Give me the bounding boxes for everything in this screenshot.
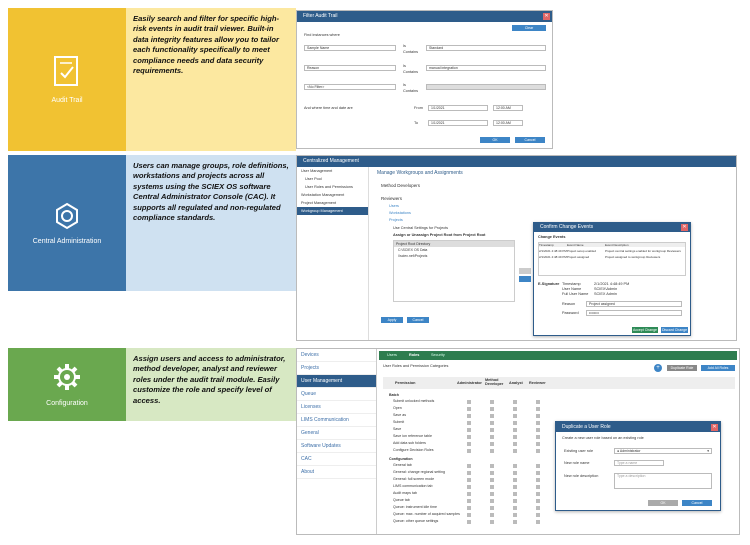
cancel-button[interactable]: Cancel [407,317,429,323]
col-timestamp: Timestamp [539,243,554,247]
apply-button[interactable]: Apply [381,317,403,323]
checkbox[interactable] [490,492,494,496]
checkbox[interactable] [467,506,471,510]
to-date-field[interactable]: 1/1/2021 [428,120,488,126]
permission-label: Audit maps tab [393,491,417,495]
tile-label: Central Administration [32,237,102,245]
checkbox[interactable] [467,520,471,524]
checkbox[interactable] [467,513,471,517]
central-admin-tile [8,155,126,291]
central-admin-gear-icon [53,202,81,230]
filter-value-2[interactable]: manual integration [426,65,546,71]
checkbox[interactable] [490,485,494,489]
events-table [538,242,686,276]
close-icon[interactable]: ✕ [682,224,687,230]
op-contains-2[interactable]: Contains [403,70,418,74]
cell: 2/1/2021 4:48:49 PM [539,255,567,259]
method-developers-group[interactable]: Method Developers [381,183,421,188]
checkbox[interactable] [536,485,540,489]
to-label: To [414,121,419,125]
checkbox[interactable] [467,442,471,446]
checkbox[interactable] [513,471,517,475]
checkbox[interactable] [490,435,494,439]
cam-nav [297,167,369,340]
accept-change-button[interactable]: Accept Change [633,328,657,332]
nav-item[interactable]: User Roles and Permissions [305,185,353,189]
list-header: Project Root Directory [394,241,514,247]
checkbox[interactable] [513,478,517,482]
checkbox[interactable] [490,414,494,418]
list-item[interactable]: \\sciex.net\Projects [398,254,428,258]
assign-label: Assign or Unassign Project Root from Project Root [393,233,486,237]
permission-checkboxes[interactable] [467,478,559,483]
op-is-2[interactable]: Is [403,64,406,68]
checkbox[interactable] [536,464,540,468]
checkbox[interactable] [467,435,471,439]
checkbox[interactable] [536,449,540,453]
checkbox[interactable] [536,400,540,404]
configuration-band [8,348,296,421]
permission-label: Submit unlocked methods [393,399,435,403]
cell: 2/1/2021 4:48:49 PM [539,249,567,253]
permission-label: Save ion reference table [393,434,432,438]
nav-item[interactable]: About [297,466,376,479]
col-reviewer: Reviewer [529,381,546,385]
section-description: Assign users and access to administrator, method developer, analyst and reviewer roles under the audit trail module. Easily customize the role and specify level of access. [133,354,286,405]
permission-checkboxes[interactable] [467,421,559,426]
central-management-window [296,155,737,341]
permission-checkboxes[interactable] [467,442,559,447]
nav-item[interactable]: General [297,427,376,440]
permission-checkboxes[interactable] [467,449,559,454]
nav-item[interactable]: LIMS Communication [297,414,376,427]
window-title: Filter Audit Trail ✕ [297,11,552,22]
find-label: Find instances where [304,33,340,37]
nav-item-selected[interactable]: User Management [297,375,376,388]
col-event-description: Event Description [605,243,629,247]
audit-trail-tile [8,8,126,151]
op-is-1[interactable]: Is [403,44,406,48]
nav-item[interactable]: Project Management [301,201,337,205]
checkbox[interactable] [467,400,471,404]
checkbox[interactable] [490,428,494,432]
nav-item[interactable]: User Management [301,169,333,173]
to-time-field[interactable]: 12:00 AM [493,120,523,126]
configuration-gear-icon [52,362,82,392]
reason-label: Reason [562,302,576,306]
ok-button[interactable]: OK [648,500,678,506]
checkbox[interactable] [513,506,517,510]
cell: Project setup enabled [567,249,597,253]
col-method-developer: Method Developer [485,378,504,386]
nav-item[interactable]: CAC [297,453,376,466]
permission-checkboxes[interactable] [467,400,559,405]
cell: Project assigned [567,255,590,259]
checkbox[interactable] [467,499,471,503]
section-title: User Roles and Permission Categories [383,364,449,368]
nav-item[interactable]: Queue [297,388,376,401]
checkbox[interactable] [490,400,494,404]
permission-label: Queue: max. number of acquired samples [393,512,460,516]
permission-label: Save [393,427,402,431]
op-contains-1[interactable]: Contains [403,50,418,54]
permission-label: General: change regional setting [393,470,445,474]
permission-label: General tab [393,463,412,467]
nav-item[interactable]: Software Updates [297,440,376,453]
checkbox[interactable] [513,520,517,524]
user-name-label: User Name [562,287,582,291]
new-role-name-input[interactable]: Type a name [614,460,664,466]
central-settings-checkbox[interactable]: Use Central Settings for Projects [393,226,449,230]
checkbox[interactable] [536,442,540,446]
col-analyst: Analyst [509,381,523,385]
checkbox[interactable] [467,471,471,475]
checkbox[interactable] [467,478,471,482]
checkbox[interactable] [536,407,540,411]
section-description: Users can manage groups, role definitions, workstations and projects across all systems using the SCIEX OS software Central Administrator Console (CAC). It supports all regulated and non-regulated compliance standards. [133,161,289,223]
permission-checkboxes[interactable] [467,520,559,525]
time-label: And where time and date are [304,106,353,110]
permission-checkboxes[interactable] [467,513,559,518]
filter-field-3[interactable]: <No Filter> [304,84,396,90]
full-name-value: SCIEX Admin [594,292,618,296]
nav-item[interactable]: Projects [297,362,376,375]
permission-checkboxes[interactable] [467,428,559,433]
permission-label: Configure Decision Rules [393,448,434,452]
checkbox[interactable] [467,449,471,453]
duplicate-role-button[interactable]: Duplicate Role [667,365,697,371]
checkbox[interactable] [536,428,540,432]
checkbox[interactable] [467,492,471,496]
checkbox[interactable] [536,414,540,418]
permission-label: LIMS communication tab [393,484,433,488]
dialog-title: Confirm Change Events ✕ [534,223,690,232]
tab-security[interactable]: Security [431,353,445,357]
move-left-button[interactable] [519,276,531,282]
table-row[interactable] [539,249,685,253]
permission-checkboxes[interactable] [467,435,559,440]
op-contains-3[interactable]: Contains [403,89,418,93]
filter-value-1[interactable]: Standard [426,45,546,51]
from-label: From [414,106,423,110]
checkbox[interactable] [467,485,471,489]
checkbox[interactable] [536,513,540,517]
checkbox[interactable] [490,520,494,524]
window-title: Centralized Management [297,156,736,167]
checkbox[interactable] [536,421,540,425]
permission-checkboxes[interactable] [467,485,559,490]
checkbox[interactable] [513,435,517,439]
group-batch[interactable]: Batch [389,393,399,397]
permission-checkboxes[interactable] [467,499,559,504]
checkbox[interactable] [490,478,494,482]
checkbox[interactable] [536,471,540,475]
password-label: Password [562,311,579,315]
checkbox[interactable] [490,499,494,503]
checkbox[interactable] [513,442,517,446]
duplicate-user-role-dialog [555,421,721,511]
checkbox[interactable] [536,492,540,496]
table-header [383,377,735,389]
checkbox[interactable] [513,499,517,503]
list-item[interactable]: C:\SCIEX OS Data [398,248,428,252]
checkbox[interactable] [513,400,517,404]
checkbox[interactable] [536,520,540,524]
permission-checkboxes[interactable] [467,414,559,419]
dialog-title: Duplicate a User Role ✕ [556,422,720,432]
group-configuration[interactable]: Configuration [389,457,413,461]
new-role-description-label: New role description [564,474,599,478]
checkbox[interactable] [490,449,494,453]
dialog-subtitle: Create a new user role based on an existing role [562,436,644,440]
cell: Project assigned to workgroup Reviewers [605,255,661,259]
checkbox[interactable] [536,478,540,482]
move-right-button[interactable] [519,268,531,274]
checkbox[interactable] [513,421,517,425]
nav-item[interactable]: User Pool [305,177,322,181]
cancel-button[interactable]: Cancel [515,137,545,143]
cell: Project central settings enabled for workgroup Reviewers [605,249,681,253]
add-icon[interactable]: + [654,364,662,372]
checkbox[interactable] [513,428,517,432]
checkbox[interactable] [490,464,494,468]
sub-users[interactable]: Users [389,204,399,208]
new-role-description-input[interactable]: Type a description [614,473,712,489]
audit-trail-band [8,8,296,151]
reason-field[interactable]: Project assigned [586,301,682,307]
esig-label: E-Signature [538,282,560,286]
existing-role-select[interactable]: ● Administrator ▾ [614,448,712,454]
permission-label: Queue: other queue settings [393,519,439,523]
audit-document-icon [53,55,81,89]
checkbox[interactable] [536,506,540,510]
checkbox[interactable] [467,407,471,411]
col-administrator: Administrator [457,381,482,385]
permission-label: Open [393,406,402,410]
person-icon: ● [617,449,620,453]
checkbox[interactable] [513,414,517,418]
permission-label: Submit [393,420,405,424]
cancel-button[interactable]: Cancel [682,500,712,506]
permission-checkboxes[interactable] [467,492,559,497]
from-time-field[interactable]: 12:00 AM [493,105,523,111]
checkbox[interactable] [490,442,494,446]
timestamp-value: 2/1/2021 4:48:49 PM [594,282,630,286]
permission-label: Save as [393,413,406,417]
checkbox[interactable] [513,485,517,489]
permission-checkboxes[interactable] [467,506,559,511]
checkbox[interactable] [513,449,517,453]
reviewers-group[interactable]: Reviewers [381,196,403,201]
checkbox[interactable] [490,407,494,411]
change-events-heading: Change Events [538,235,566,239]
col-permission: Permission [395,381,416,385]
ok-button[interactable]: OK [480,137,510,143]
permission-label: Add data sub folders [393,441,426,445]
user-name-value: SCIEX\Admin [594,287,618,291]
central-admin-band [8,155,296,291]
sub-workstations[interactable]: Workstations [389,211,411,215]
table-header [539,243,685,247]
tab-bar [379,351,737,360]
filter-audit-trail-window [296,10,553,149]
discard-change-button[interactable]: Discard Change [661,328,688,332]
close-icon[interactable]: ✕ [712,423,717,430]
clear-button[interactable]: Clear [512,25,546,31]
project-root-list [393,240,515,302]
tile-label: Audit Trail [51,97,83,104]
filter-field-2[interactable]: Reason [304,65,396,71]
checkbox[interactable] [536,499,540,503]
chevron-down-icon: ▾ [707,449,709,453]
checkbox[interactable] [490,506,494,510]
close-icon[interactable]: ✕ [544,13,549,19]
permission-checkboxes[interactable] [467,464,559,469]
filter-value-3[interactable] [426,84,546,90]
filter-field-1[interactable]: Sample Name [304,45,396,51]
checkbox[interactable] [536,435,540,439]
new-role-name-label: New role name [564,461,590,465]
permission-checkboxes[interactable] [467,407,559,412]
permission-checkboxes[interactable] [467,471,559,476]
confirm-change-events-dialog [533,222,691,336]
config-nav [297,349,377,534]
checkbox[interactable] [490,513,494,517]
permission-label: Queue: instrument idle time [393,505,437,509]
checkbox[interactable] [467,464,471,468]
nav-item[interactable]: Devices [297,349,376,362]
checkbox[interactable] [513,464,517,468]
section-description: Easily search and filter for specific high-risk events in audit trail viewer. Built-in data integrity features allow you to tailor each functionality specifically to meet compliance needs and data security requirements. [133,14,280,76]
nav-item[interactable]: Licenses [297,401,376,414]
tab-roles[interactable]: Roles [409,353,420,357]
timestamp-label: Timestamp [562,282,581,286]
checkbox[interactable] [490,471,494,475]
tile-label: Configuration [46,400,88,407]
checkbox[interactable] [467,428,471,432]
checkbox[interactable] [513,492,517,496]
checkbox[interactable] [513,513,517,517]
password-field[interactable]: •••••••• [586,310,682,316]
checkbox[interactable] [467,414,471,418]
configuration-window [296,348,740,535]
table-row[interactable] [539,255,685,259]
nav-item-selected[interactable]: Workgroup Management [297,207,368,215]
permission-label: General: full screen mode [393,477,435,481]
checkbox[interactable] [467,421,471,425]
sub-projects[interactable]: Projects [389,218,403,222]
col-event-name: Event Name [567,243,584,247]
full-name-label: Full User Name [562,292,589,296]
from-date-field[interactable]: 1/1/2021 [428,105,488,111]
op-is-3[interactable]: Is [403,83,406,87]
existing-role-label: Existing user role [564,449,594,453]
page-heading: Manage Workgroups and Assignments [377,170,463,176]
checkbox[interactable] [513,407,517,411]
nav-item[interactable]: Workstation Management [301,193,345,197]
configuration-tile [8,348,126,421]
tab-users[interactable]: Users [387,353,397,357]
checkbox[interactable] [490,421,494,425]
permission-label: Queue tab [393,498,410,502]
add-all-roles-button[interactable]: Add All Roles [701,365,735,371]
